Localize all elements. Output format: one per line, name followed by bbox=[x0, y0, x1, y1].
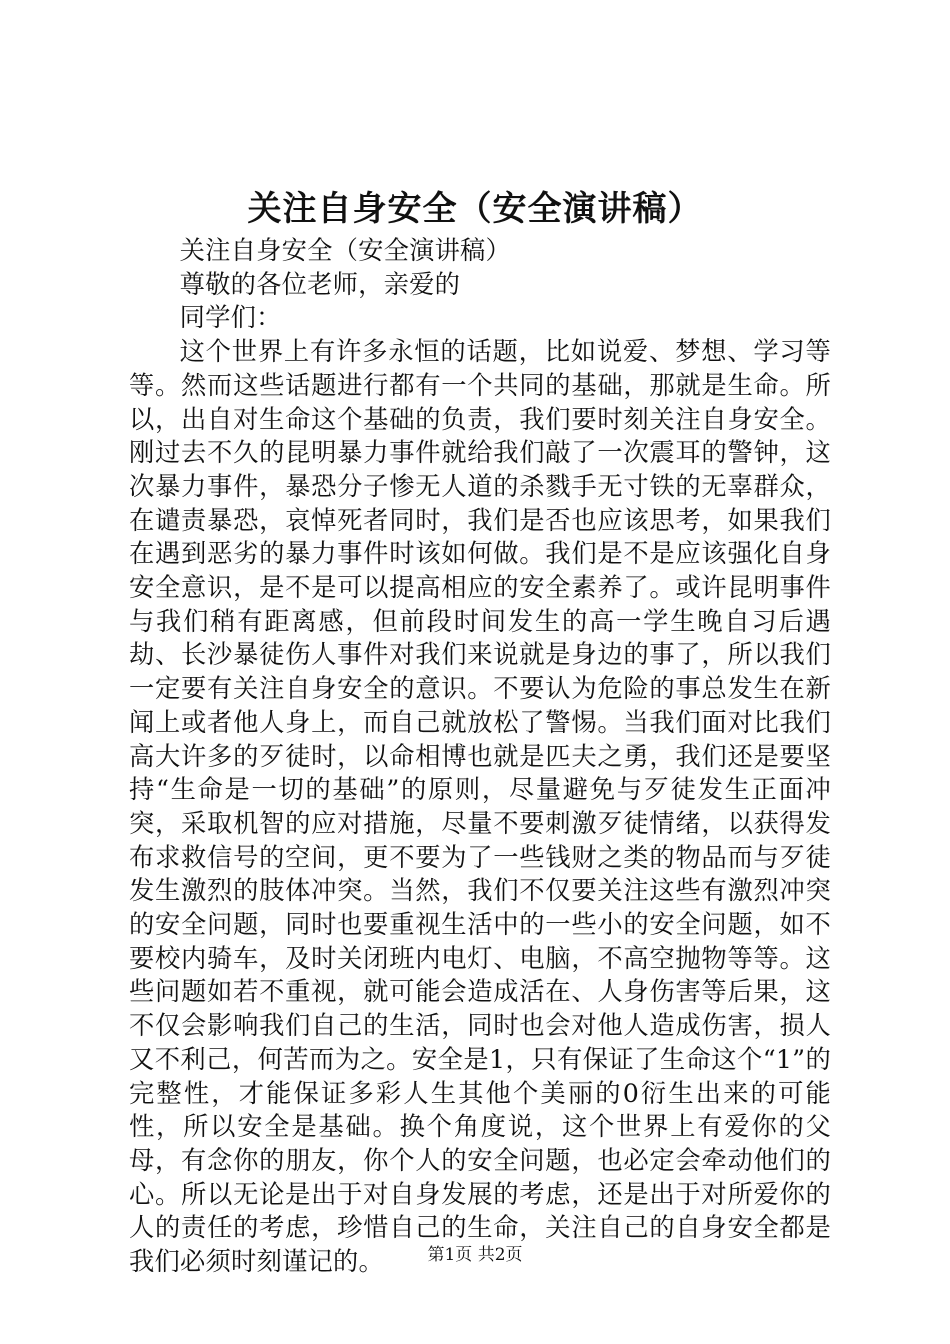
page-number-footer: 第1页 共2页 bbox=[427, 1245, 523, 1265]
speech-body-paragraph: 这个世界上有许多永恒的话题，比如说爱、梦想、学习等等。然而这些话题进行都有一个共同的基础，那就是生命。所以，出自对生命这个基础的负责，我们要时刻关注自身安全。刚过去不久的昆明暴力事件就给我们敲了一次震耳的警钟，这次暴力事件，暴恐分子惨无人道的杀戮手无寸铁的无辜群众，在谴责暴恐，哀悼死者同时，我们是否也应该思考，如果我们在遇到恶劣的暴力事件时该如何做。我们是不是应该强化自身安全意识，是不是可以提高相应的安全素养了。或许昆明事件与我们稍有距离感，但前段时间发生的高一学生晚自习后遇劫、长沙暴徒伤人事件对我们来说就是身边的事了，所以我们一定要有关注自身安全的意识。不要认为危险的事总发生在新闻上或者他人身上，而自己就放松了警惕。当我们面对比我们高大许多的歹徒时，以命相博也就是匹夫之勇，我们还是要坚持“生命是一切的基础”的原则，尽量避免与歹徒发生正面冲突，采取机智的应对措施，尽量不要刺激歹徒情绪，以获得发布求救信号的空间，更不要为了一些钱财之类的物品而与歹徒发生激烈的肢体冲突。当然，我们不仅要关注这些有激烈冲突的安全问题，同时也要重视生活中的一些小的安全问题，如不要校内骑车，及时关闭班内电灯、电脑，不高空抛物等等。这些问题如若不重视，就可能会造成活在、人身伤害等后果，这不仅会影响我们自己的生活，同时也会对他人造成伤害，损人又不利己，何苦而为之。安全是1，只有保证了生命这个“1”的完整性，才能保证多彩人生其他个美丽的0衍生出来的可能性，所以安全是基础。换个角度说，这个世界上有爱你的父母，有念你的朋友，你个人的安全问题，也必定会牵动他们的心。所以无论是出于对自身发展的考虑，还是出于对所爱你的人的责任的考虑，珍惜自己的生命，关注自己的自身安全都是我们必须时刻谨记的。 bbox=[129, 337, 831, 1277]
document-body bbox=[129, 234, 831, 1279]
salutation-paragraph: 尊敬的各位老师，亲爱的 bbox=[179, 269, 461, 299]
document-title: 关注自身安全（安全演讲稿） bbox=[247, 189, 703, 229]
salutation-continued-paragraph: 同学们： bbox=[179, 303, 282, 333]
subtitle-paragraph: 关注自身安全（安全演讲稿） bbox=[179, 236, 512, 265]
